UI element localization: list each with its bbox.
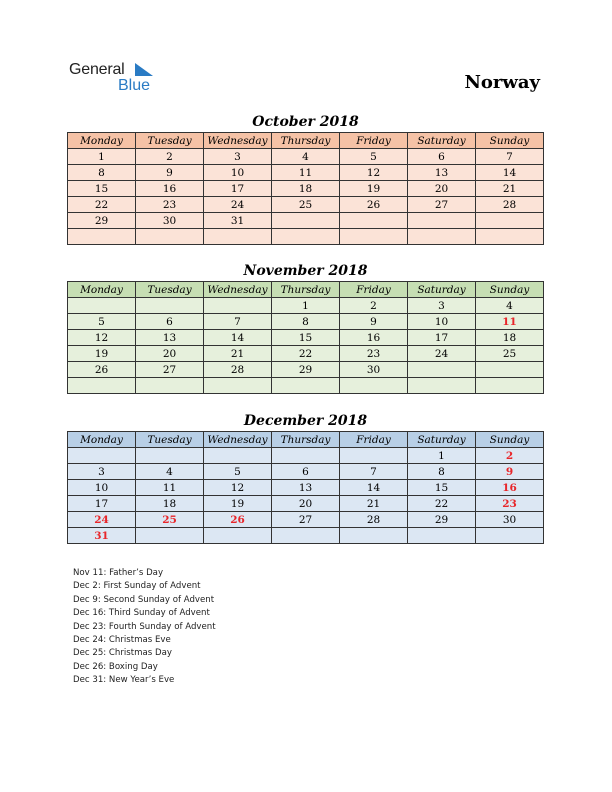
day-cell: 15	[68, 181, 136, 197]
month-november	[67, 261, 544, 394]
week-row	[68, 181, 544, 197]
day-cell: 6	[272, 464, 340, 480]
day-cell: 22	[272, 346, 340, 362]
day-cell: 29	[272, 362, 340, 378]
empty-day-cell	[408, 213, 476, 229]
day-cell: 18	[272, 181, 340, 197]
day-cell: 28	[204, 362, 272, 378]
day-cell: 1	[272, 298, 340, 314]
day-cell: 13	[408, 165, 476, 181]
day-cell: 14	[204, 330, 272, 346]
month-title: October 2018	[252, 114, 359, 130]
day-cell: 27	[136, 362, 204, 378]
day-cell: 28	[340, 512, 408, 528]
logo-general-text: General	[69, 61, 125, 78]
day-cell: 24	[408, 346, 476, 362]
holiday-note: Nov 11: Father’s Day	[73, 568, 164, 578]
weekday-header-row	[68, 282, 544, 298]
weekday-header-monday: Monday	[68, 133, 136, 149]
weekday-header-saturday: Saturday	[408, 282, 476, 298]
week-row	[68, 149, 544, 165]
month-title: November 2018	[243, 263, 368, 279]
day-cell: 26	[340, 197, 408, 213]
day-cell: 15	[272, 330, 340, 346]
day-cell: 31	[68, 528, 136, 544]
day-cell: 9	[476, 464, 544, 480]
empty-day-cell	[340, 448, 408, 464]
empty-day-cell	[136, 528, 204, 544]
calendar-body	[68, 149, 544, 245]
day-cell: 30	[136, 213, 204, 229]
day-cell: 7	[340, 464, 408, 480]
weekday-header-friday: Friday	[340, 432, 408, 448]
day-cell: 17	[68, 496, 136, 512]
week-row	[68, 362, 544, 378]
empty-day-cell	[408, 362, 476, 378]
holiday-note: Dec 24: Christmas Eve	[73, 635, 171, 646]
day-cell: 11	[136, 480, 204, 496]
weekday-header-thursday: Thursday	[272, 282, 340, 298]
day-cell: 18	[136, 496, 204, 512]
logo-triangle-icon	[135, 63, 153, 77]
weekday-header-friday: Friday	[340, 133, 408, 149]
holiday-notes	[73, 567, 216, 688]
weekday-header-saturday: Saturday	[408, 133, 476, 149]
empty-day-cell	[136, 298, 204, 314]
day-cell: 8	[408, 464, 476, 480]
empty-day-cell	[340, 229, 408, 245]
holiday-note: Dec 23: Fourth Sunday of Advent	[73, 621, 216, 632]
weekday-header-tuesday: Tuesday	[136, 133, 204, 149]
day-cell: 10	[408, 314, 476, 330]
weekday-header-monday: Monday	[68, 282, 136, 298]
day-cell: 8	[272, 314, 340, 330]
week-row	[68, 298, 544, 314]
day-cell: 19	[204, 496, 272, 512]
weekday-header-tuesday: Tuesday	[136, 432, 204, 448]
day-cell: 28	[476, 197, 544, 213]
empty-day-cell	[408, 528, 476, 544]
week-row	[68, 496, 544, 512]
day-cell: 4	[272, 149, 340, 165]
holiday-note: Dec 9: Second Sunday of Advent	[73, 594, 215, 605]
empty-day-cell	[340, 528, 408, 544]
day-cell: 24	[204, 197, 272, 213]
weekday-header-row	[68, 432, 544, 448]
day-cell: 2	[340, 298, 408, 314]
calendar-table	[67, 281, 544, 394]
calendar-body	[68, 448, 544, 544]
day-cell: 12	[68, 330, 136, 346]
day-cell: 21	[476, 181, 544, 197]
brand-logo	[69, 61, 159, 97]
day-cell: 2	[476, 448, 544, 464]
empty-day-cell	[408, 378, 476, 394]
day-cell: 3	[408, 298, 476, 314]
empty-day-cell	[204, 528, 272, 544]
weekday-header-thursday: Thursday	[272, 133, 340, 149]
day-cell: 26	[204, 512, 272, 528]
day-cell: 9	[136, 165, 204, 181]
day-cell: 11	[272, 165, 340, 181]
day-cell: 17	[204, 181, 272, 197]
day-cell: 12	[204, 480, 272, 496]
empty-day-cell	[204, 378, 272, 394]
day-cell: 30	[340, 362, 408, 378]
day-cell: 9	[340, 314, 408, 330]
empty-day-cell	[204, 229, 272, 245]
day-cell: 25	[476, 346, 544, 362]
day-cell: 5	[68, 314, 136, 330]
empty-day-cell	[204, 298, 272, 314]
country-title: Norway	[464, 72, 540, 93]
week-row	[68, 213, 544, 229]
week-row	[68, 165, 544, 181]
empty-day-cell	[272, 528, 340, 544]
week-row	[68, 448, 544, 464]
day-cell: 23	[136, 197, 204, 213]
weekday-header-wednesday: Wednesday	[204, 133, 272, 149]
empty-day-cell	[272, 448, 340, 464]
day-cell: 3	[68, 464, 136, 480]
empty-day-cell	[476, 362, 544, 378]
calendar-table	[67, 132, 544, 245]
holiday-note: Dec 16: Third Sunday of Advent	[73, 608, 210, 619]
calendar-body	[68, 298, 544, 394]
day-cell: 4	[476, 298, 544, 314]
day-cell: 26	[68, 362, 136, 378]
day-cell: 1	[408, 448, 476, 464]
day-cell: 18	[476, 330, 544, 346]
day-cell: 20	[272, 496, 340, 512]
empty-day-cell	[272, 378, 340, 394]
day-cell: 16	[136, 181, 204, 197]
day-cell: 25	[136, 512, 204, 528]
day-cell: 16	[340, 330, 408, 346]
weekday-header-row	[68, 133, 544, 149]
day-cell: 5	[204, 464, 272, 480]
day-cell: 19	[340, 181, 408, 197]
holiday-note: Dec 31: New Year’s Eve	[73, 675, 175, 686]
week-row	[68, 330, 544, 346]
day-cell: 31	[204, 213, 272, 229]
day-cell: 2	[136, 149, 204, 165]
day-cell: 15	[408, 480, 476, 496]
day-cell: 20	[408, 181, 476, 197]
week-row	[68, 480, 544, 496]
empty-day-cell	[136, 229, 204, 245]
day-cell: 13	[272, 480, 340, 496]
day-cell: 10	[68, 480, 136, 496]
day-cell: 14	[476, 165, 544, 181]
empty-day-cell	[136, 378, 204, 394]
empty-day-cell	[272, 229, 340, 245]
day-cell: 27	[408, 197, 476, 213]
empty-day-cell	[476, 528, 544, 544]
day-cell: 7	[204, 314, 272, 330]
day-cell: 23	[340, 346, 408, 362]
day-cell: 22	[408, 496, 476, 512]
day-cell: 29	[408, 512, 476, 528]
weekday-header-sunday: Sunday	[476, 133, 544, 149]
empty-day-cell	[68, 229, 136, 245]
day-cell: 19	[68, 346, 136, 362]
day-cell: 14	[340, 480, 408, 496]
empty-day-cell	[68, 378, 136, 394]
week-row	[68, 528, 544, 544]
day-cell: 29	[68, 213, 136, 229]
day-cell: 6	[408, 149, 476, 165]
empty-day-cell	[476, 229, 544, 245]
day-cell: 30	[476, 512, 544, 528]
day-cell: 21	[204, 346, 272, 362]
day-cell: 20	[136, 346, 204, 362]
day-cell: 11	[476, 314, 544, 330]
empty-day-cell	[136, 448, 204, 464]
empty-day-cell	[68, 298, 136, 314]
day-cell: 7	[476, 149, 544, 165]
weekday-header-monday: Monday	[68, 432, 136, 448]
day-cell: 3	[204, 149, 272, 165]
day-cell: 10	[204, 165, 272, 181]
day-cell: 6	[136, 314, 204, 330]
day-cell: 5	[340, 149, 408, 165]
day-cell: 22	[68, 197, 136, 213]
day-cell: 27	[272, 512, 340, 528]
day-cell: 25	[272, 197, 340, 213]
empty-day-cell	[272, 213, 340, 229]
month-title: December 2018	[243, 413, 368, 429]
week-row	[68, 229, 544, 245]
holiday-note: Dec 2: First Sunday of Advent	[73, 581, 201, 592]
day-cell: 12	[340, 165, 408, 181]
day-cell: 8	[68, 165, 136, 181]
month-october	[67, 112, 544, 245]
weekday-header-tuesday: Tuesday	[136, 282, 204, 298]
empty-day-cell	[68, 448, 136, 464]
weekday-header-wednesday: Wednesday	[204, 432, 272, 448]
empty-day-cell	[340, 378, 408, 394]
empty-day-cell	[204, 448, 272, 464]
empty-day-cell	[476, 213, 544, 229]
weekday-header-sunday: Sunday	[476, 432, 544, 448]
calendar-table	[67, 431, 544, 544]
weekday-header-wednesday: Wednesday	[204, 282, 272, 298]
weekday-header-sunday: Sunday	[476, 282, 544, 298]
week-row	[68, 197, 544, 213]
day-cell: 17	[408, 330, 476, 346]
week-row	[68, 314, 544, 330]
empty-day-cell	[408, 229, 476, 245]
holiday-note: Dec 25: Christmas Day	[73, 648, 172, 659]
week-row	[68, 346, 544, 362]
day-cell: 24	[68, 512, 136, 528]
day-cell: 21	[340, 496, 408, 512]
weekday-header-friday: Friday	[340, 282, 408, 298]
month-december	[67, 411, 544, 544]
week-row	[68, 378, 544, 394]
empty-day-cell	[476, 378, 544, 394]
logo-blue-text: Blue	[118, 77, 151, 94]
day-cell: 13	[136, 330, 204, 346]
day-cell: 16	[476, 480, 544, 496]
week-row	[68, 464, 544, 480]
empty-day-cell	[340, 213, 408, 229]
day-cell: 4	[136, 464, 204, 480]
day-cell: 23	[476, 496, 544, 512]
week-row	[68, 512, 544, 528]
weekday-header-saturday: Saturday	[408, 432, 476, 448]
holiday-note: Dec 26: Boxing Day	[73, 661, 158, 672]
day-cell: 1	[68, 149, 136, 165]
weekday-header-thursday: Thursday	[272, 432, 340, 448]
